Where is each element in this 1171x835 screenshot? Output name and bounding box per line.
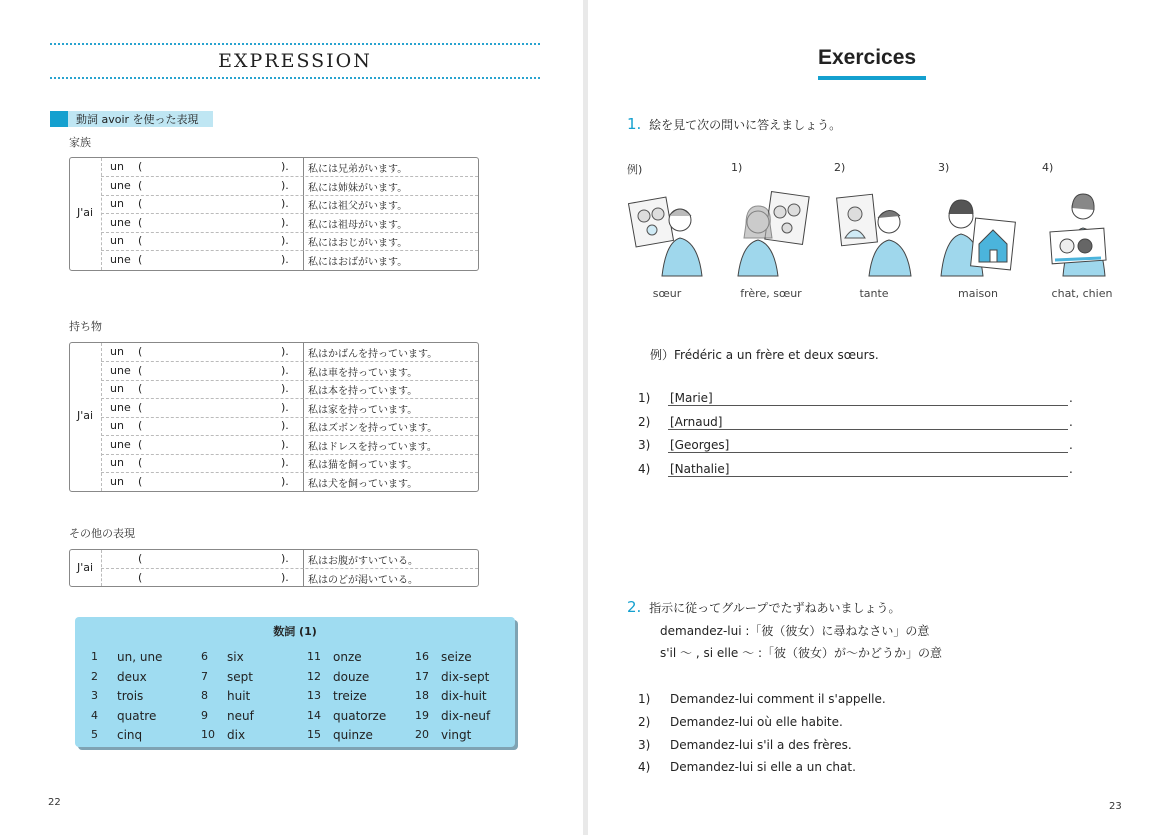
book-gutter bbox=[583, 0, 588, 835]
section-heading-text: 動詞 avoir を使った表現 bbox=[76, 113, 199, 126]
number-word: deux bbox=[117, 669, 147, 684]
answer-line[interactable] bbox=[668, 476, 1068, 477]
japanese-meaning: 私には祖父がいます。 bbox=[308, 201, 408, 212]
article-text: un bbox=[110, 197, 124, 210]
item-number: 3) bbox=[638, 737, 651, 752]
answer-number: 4) bbox=[638, 461, 651, 476]
number-digit: 3 bbox=[91, 689, 98, 703]
table-row bbox=[101, 417, 478, 436]
item-text: Demandez-lui s'il a des frères. bbox=[670, 737, 852, 752]
illustration-2 bbox=[835, 186, 913, 278]
japanese-meaning: 私には姉妹がいます。 bbox=[308, 182, 408, 194]
item-text: Demandez-lui comment il s'appelle. bbox=[670, 692, 886, 706]
blank-close: ). bbox=[281, 400, 289, 414]
blank-close: ). bbox=[281, 456, 289, 469]
page-number-right: 23 bbox=[1109, 801, 1122, 812]
blank-open: ( bbox=[138, 382, 143, 395]
number-word: cinq bbox=[117, 728, 143, 743]
exercices-title: Exercices bbox=[818, 46, 917, 69]
number-digit: 5 bbox=[91, 728, 98, 742]
blank-open: ( bbox=[138, 363, 143, 377]
japanese-meaning: 私は家を持っています。 bbox=[308, 404, 418, 416]
blank-close: ). bbox=[281, 474, 289, 488]
blank-open: ( bbox=[138, 419, 143, 432]
item-text: Demandez-lui si elle a un chat. bbox=[670, 760, 856, 775]
japanese-meaning: 私は犬を飼っています。 bbox=[308, 478, 418, 490]
table-row bbox=[101, 195, 478, 214]
japanese-meaning: 私には祖母がいます。 bbox=[308, 219, 408, 231]
answer-line[interactable] bbox=[668, 452, 1068, 453]
numbers-title: 数詞 (1) bbox=[273, 625, 317, 638]
answer-period: . bbox=[1069, 391, 1073, 405]
number-word: six bbox=[227, 650, 244, 664]
picture-caption: sœur bbox=[652, 287, 682, 300]
number-word: huit bbox=[227, 689, 251, 704]
blank-open: ( bbox=[138, 437, 143, 451]
question-2-text: 指示に従ってグループでたずねあいましょう。 bbox=[649, 601, 901, 615]
article-text: une bbox=[110, 252, 131, 266]
article-text: une bbox=[110, 178, 131, 192]
number-digit: 13 bbox=[307, 689, 321, 703]
number-digit: 15 bbox=[307, 728, 321, 742]
answer-number: 3) bbox=[638, 438, 651, 452]
article-text: un bbox=[110, 419, 124, 432]
article-text: une bbox=[110, 400, 131, 414]
table-row bbox=[101, 232, 478, 251]
family-label: 家族 bbox=[69, 136, 91, 149]
blank-open: ( bbox=[138, 178, 143, 192]
answer-name: [Georges] bbox=[670, 438, 730, 452]
blank-close: ). bbox=[281, 252, 289, 266]
number-digit: 12 bbox=[307, 669, 321, 683]
japanese-meaning: 私は猫を飼っています。 bbox=[308, 460, 418, 471]
table-row bbox=[101, 473, 478, 491]
picture-label: 1) bbox=[731, 161, 743, 174]
number-word: onze bbox=[333, 650, 362, 664]
table-row bbox=[101, 177, 478, 196]
japanese-meaning: 私はかばんを持っています。 bbox=[308, 349, 438, 360]
picture-label: 4) bbox=[1042, 161, 1054, 174]
header-rule-bottom bbox=[50, 77, 540, 79]
japanese-meaning: 私にはおじがいます。 bbox=[308, 238, 408, 249]
illustration-1 bbox=[732, 186, 810, 278]
blank-close: ). bbox=[281, 437, 289, 451]
jai-label: J'ai bbox=[77, 561, 94, 574]
question-1-text: 絵を見て次の問いに答えましょう。 bbox=[649, 118, 842, 132]
table-row bbox=[101, 436, 478, 455]
answer-name: [Nathalie] bbox=[670, 461, 730, 476]
japanese-meaning: 私は本を持っています。 bbox=[308, 386, 418, 397]
blank-open: ( bbox=[138, 474, 143, 488]
answer-number: 2) bbox=[638, 414, 651, 429]
picture-caption: chat, chien bbox=[1051, 287, 1113, 300]
illustration-3 bbox=[939, 186, 1017, 278]
table-row bbox=[101, 214, 478, 233]
numbers-box bbox=[75, 617, 515, 747]
number-digit: 4 bbox=[91, 708, 98, 722]
family-table bbox=[69, 157, 479, 271]
number-word: un, une bbox=[117, 650, 163, 664]
answer-line[interactable] bbox=[668, 405, 1068, 406]
number-digit: 1 bbox=[91, 650, 98, 663]
section-heading bbox=[50, 111, 213, 127]
article-text: un bbox=[110, 456, 124, 469]
blank-open: ( bbox=[138, 570, 143, 584]
item-text: Demandez-lui où elle habite. bbox=[670, 714, 843, 729]
japanese-meaning: 私には兄弟がいます。 bbox=[308, 164, 408, 175]
example-sentence: 例）Frédéric a un frère et deux sœurs. bbox=[650, 348, 879, 362]
article-text: une bbox=[110, 363, 131, 377]
blank-open: ( bbox=[138, 215, 143, 229]
table-row bbox=[101, 454, 478, 473]
answer-name: [Marie] bbox=[670, 391, 713, 405]
jai-label: J'ai bbox=[77, 206, 94, 219]
blank-close: ). bbox=[281, 345, 289, 358]
table-row bbox=[101, 362, 478, 381]
picture-caption: tante bbox=[859, 287, 889, 300]
number-word: dix bbox=[227, 728, 246, 743]
other-expressions-table bbox=[69, 549, 479, 587]
blank-close: ). bbox=[281, 215, 289, 229]
answer-period: . bbox=[1069, 438, 1073, 452]
number-word: vingt bbox=[441, 728, 472, 743]
blank-close: ). bbox=[281, 363, 289, 377]
article-text: un bbox=[110, 345, 124, 358]
article-text: une bbox=[110, 215, 131, 229]
japanese-meaning: 私はのどが渇いている。 bbox=[308, 574, 418, 586]
blank-open: ( bbox=[138, 345, 143, 358]
header-rule-top bbox=[50, 43, 540, 45]
table-row bbox=[101, 158, 478, 177]
japanese-meaning: 私はお腹がすいている。 bbox=[308, 556, 418, 567]
number-word: treize bbox=[333, 689, 367, 704]
possessions-label: 持ち物 bbox=[69, 320, 102, 333]
number-digit: 9 bbox=[201, 708, 208, 722]
number-digit: 8 bbox=[201, 689, 208, 703]
picture-label: 3) bbox=[938, 161, 950, 174]
blank-close: ). bbox=[281, 178, 289, 192]
possessions-table bbox=[69, 342, 479, 492]
title-underline bbox=[818, 76, 926, 80]
article-text: un bbox=[110, 382, 124, 395]
item-number: 2) bbox=[638, 714, 651, 729]
number-digit: 2 bbox=[91, 669, 98, 683]
table-row bbox=[101, 550, 478, 569]
japanese-meaning: 私は車を持っています。 bbox=[308, 367, 418, 379]
answer-line[interactable] bbox=[668, 429, 1068, 430]
number-digit: 18 bbox=[415, 689, 429, 703]
blank-open: ( bbox=[138, 234, 143, 247]
picture-caption: frère, sœur bbox=[740, 287, 802, 300]
number-word: quinze bbox=[333, 728, 373, 743]
number-digit: 16 bbox=[415, 650, 429, 663]
table-row bbox=[101, 380, 478, 399]
number-digit: 6 bbox=[201, 650, 208, 663]
question-1-number: 1. bbox=[627, 115, 642, 133]
question-2-heading bbox=[627, 598, 901, 616]
section-marker bbox=[50, 111, 68, 127]
jai-label: J'ai bbox=[77, 409, 94, 422]
number-word: sept bbox=[227, 669, 253, 684]
blank-open: ( bbox=[138, 400, 143, 414]
number-digit: 17 bbox=[415, 669, 429, 683]
page-number-left: 22 bbox=[48, 797, 61, 808]
blank-open: ( bbox=[138, 252, 143, 266]
number-digit: 14 bbox=[307, 708, 321, 722]
illustration-0 bbox=[628, 186, 706, 278]
illustration-4 bbox=[1043, 186, 1121, 278]
number-digit: 11 bbox=[307, 650, 321, 663]
blank-close: ). bbox=[281, 234, 289, 247]
note-si: s'il ～ , si elle ～ :「彼（彼女）が～かどうか」の意 bbox=[660, 646, 942, 660]
blank-close: ). bbox=[281, 552, 289, 565]
article-text: un bbox=[110, 160, 124, 173]
item-number: 1) bbox=[638, 692, 651, 706]
blank-open: ( bbox=[138, 552, 143, 565]
article-text: un bbox=[110, 234, 124, 247]
number-word: seize bbox=[441, 650, 472, 664]
table-row bbox=[101, 251, 478, 269]
japanese-meaning: 私にはおばがいます。 bbox=[308, 256, 408, 268]
number-word: quatorze bbox=[333, 708, 387, 723]
blank-close: ). bbox=[281, 197, 289, 210]
number-word: dix-sept bbox=[441, 669, 490, 684]
number-digit: 20 bbox=[415, 728, 429, 742]
question-2-number: 2. bbox=[627, 598, 642, 616]
left-page bbox=[0, 0, 583, 835]
number-word: neuf bbox=[227, 708, 254, 723]
other-expressions-label: その他の表現 bbox=[69, 527, 135, 540]
number-word: douze bbox=[333, 669, 370, 684]
japanese-meaning: 私はズボンを持っています。 bbox=[308, 423, 438, 434]
blank-close: ). bbox=[281, 382, 289, 395]
number-word: quatre bbox=[117, 708, 157, 723]
picture-label: 2) bbox=[834, 161, 846, 174]
blank-close: ). bbox=[281, 570, 289, 584]
number-word: dix-neuf bbox=[441, 708, 491, 723]
blank-open: ( bbox=[138, 197, 143, 210]
table-row bbox=[101, 343, 478, 362]
note-demandez-lui: demandez-lui :「彼（彼女）に尋ねなさい」の意 bbox=[660, 624, 930, 638]
number-digit: 19 bbox=[415, 708, 429, 722]
answer-number: 1) bbox=[638, 391, 651, 405]
picture-caption: maison bbox=[958, 287, 998, 300]
number-word: trois bbox=[117, 689, 144, 704]
number-digit: 7 bbox=[201, 669, 208, 683]
japanese-meaning: 私はドレスを持っています。 bbox=[308, 441, 437, 453]
expression-title: EXPRESSION bbox=[218, 50, 372, 72]
item-number: 4) bbox=[638, 760, 651, 775]
blank-close: ). bbox=[281, 160, 289, 173]
blank-open: ( bbox=[138, 160, 143, 173]
blank-close: ). bbox=[281, 419, 289, 432]
article-text: un bbox=[110, 474, 124, 488]
answer-period: . bbox=[1069, 414, 1073, 429]
picture-label: 例) bbox=[627, 163, 643, 176]
question-1-heading bbox=[627, 115, 841, 133]
table-row bbox=[101, 399, 478, 418]
blank-open: ( bbox=[138, 456, 143, 469]
number-word: dix-huit bbox=[441, 689, 487, 704]
answer-period: . bbox=[1069, 461, 1073, 476]
answer-name: [Arnaud] bbox=[670, 414, 723, 429]
number-digit: 10 bbox=[201, 728, 215, 742]
article-text: une bbox=[110, 437, 131, 451]
table-row bbox=[101, 569, 478, 587]
